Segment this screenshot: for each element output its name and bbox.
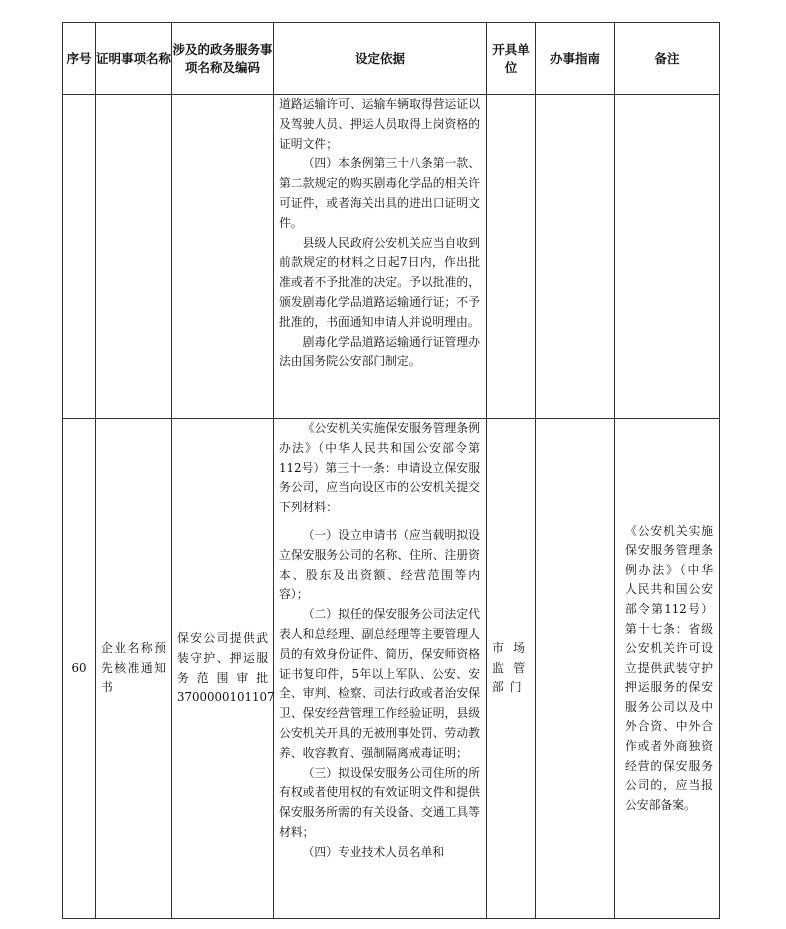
cell-remark: 《公安机关实施保安服务管理条例办法》（中华人民共和国公安部令第112号）第十七条：省级公安机关许可设立提供武装守护押运服务的保安服务公司以及中外合资、中外合作或者外商独资经营的保安服务公司的，应当报公安部备案。	[615, 419, 720, 919]
header-service-item: 涉及的政务服务事项名称及编码	[172, 23, 274, 95]
cell-basis	[274, 95, 487, 419]
cell-basis	[274, 419, 487, 919]
header-remark: 备注	[615, 23, 720, 95]
basis-paragraph: 道路运输许可、运输车辆取得营运证以及驾驶人员、押运人员取得上岗资格的证明文件；	[279, 97, 480, 151]
basis-paragraph: 县级人民政府公安机关应当自收到前款规定的材料之日起7日内，作出批准或者不予批准的决定。予以批准的，颁发剧毒化学品道路运输通行证；不予批准的，书面通知申请人并说明理由。	[279, 235, 480, 329]
cell-cert-name	[96, 95, 172, 419]
cell-service-item: 保安公司提供武装守护、押运服务范围审批 3700000101107	[172, 419, 274, 919]
cell-issuer	[487, 95, 536, 419]
cell-issuer: 市场监管部门	[487, 419, 536, 919]
header-row	[63, 23, 720, 95]
header-guide: 办事指南	[536, 23, 615, 95]
cell-remark	[615, 95, 720, 419]
cell-cert-name: 企业名称预先核准通知书	[96, 419, 172, 919]
table-row-60	[63, 419, 720, 919]
basis-paragraph: （二）拟任的保安服务公司法定代表人和总经理、副总经理等主要管理人员的有效身份证件、简历，保安师资格证书复印件，5年以上军队、公安、安全、审判、检察、司法行政或者治安保卫、保安经营管理工作经验证明，县级公安机关开具的无被刑事处罚、劳动教养、收容教育、强制隔离戒毒证明；	[279, 607, 480, 760]
certificate-table	[62, 22, 720, 919]
header-cert-name: 证明事项名称	[96, 23, 172, 95]
table-row-continued	[63, 95, 720, 419]
header-basis: 设定依据	[274, 23, 487, 95]
cell-guide	[536, 419, 615, 919]
basis-paragraph: 《公安机关实施保安服务管理条例办法》（中华人民共和国公安部令第112号）第三十一条：申请设立保安服务公司，应当向设区市的公安机关提交下列材料：	[279, 421, 480, 515]
header-seq: 序号	[63, 23, 96, 95]
header-issuer: 开具单位	[487, 23, 536, 95]
cell-service-item	[172, 95, 274, 419]
basis-paragraph: （四）本条例第三十八条第一款、第二款规定的购买剧毒化学品的相关许可证件，或者海关出具的进出口证明文件。	[279, 156, 480, 230]
cell-seq: 60	[63, 419, 96, 919]
cell-guide	[536, 95, 615, 419]
basis-paragraph: （四）专业技术人员名单和	[302, 844, 445, 859]
cell-seq	[63, 95, 96, 419]
basis-paragraph: （三）拟设保安服务公司住所的所有权或者使用权的有效证明文件和提供保安服务所需的有关设备、交通工具等材料；	[279, 765, 480, 839]
basis-paragraph: 剧毒化学品道路运输通行证管理办法由国务院公安部门制定。	[279, 334, 480, 369]
basis-paragraph: （一）设立申请书（应当载明拟设立保安服务公司的名称、住所、注册资本、股东及出资额、经营范围等内容）；	[279, 527, 480, 602]
